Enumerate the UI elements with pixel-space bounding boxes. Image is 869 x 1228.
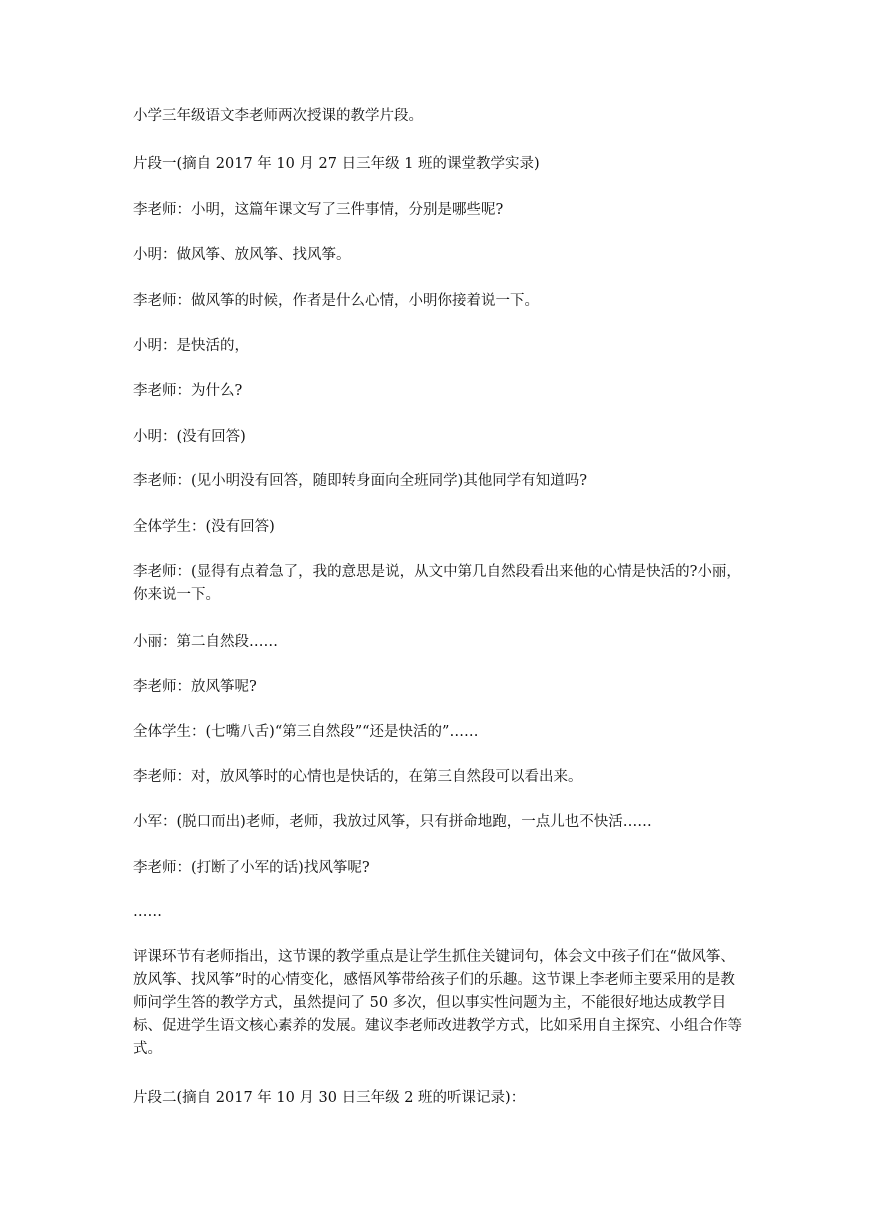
dialogue-line: 全体学生：(没有回答) <box>133 519 275 535</box>
evaluation-paragraph: 评课环节有老师指出，这节课的教学重点是让学生抓住关键词句，体会文中孩子们在“做风筝、放风筝、找风筝”时的心情变化，感悟风筝带给孩子们的乐趣。这节课上李老师主要采用的是教师问学生答的教学方式，虽然提问了 50 多次，但以事实性问题为主，不能很好地达成教学目标、促进学生语文核心素养的发展。建议李老师改进教学方式，比如采用自主探究、小组合作等式。 <box>133 949 742 1057</box>
segment-one-heading: 片段一(摘自 2017 年 10 月 27 日三年级 1 班的课堂教学实录) <box>133 156 540 172</box>
dialogue-line: 李老师：(显得有点着急了，我的意思是说，从文中第几自然段看出来他的心情是快活的?小丽，你来说一下。 <box>133 564 741 603</box>
dialogue-line: 李老师：(见小明没有回答，随即转身面向全班同学)其他同学有知道吗? <box>133 473 588 489</box>
dialogue-line: 李老师：小明，这篇年课文写了三件事情，分别是哪些呢? <box>133 202 504 218</box>
dialogue-line: 全体学生：(七嘴八舌)“第三自然段”“还是快活的”…… <box>133 724 479 740</box>
dialogue-line: 李老师：放风筝呢? <box>133 679 257 695</box>
dialogue-line: 小明：(没有回答) <box>133 429 246 445</box>
dialogue-line: 小明：做风筝、放风筝、找风筝。 <box>133 247 351 263</box>
intro-paragraph: 小学三年级语文李老师两次授课的教学片段。 <box>133 108 423 124</box>
dialogue-line: 小明：是快活的， <box>133 338 249 354</box>
dialogue-line: 李老师：为什么? <box>133 383 243 399</box>
dialogue-line: 小军：(脱口而出)老师，老师，我放过风筝，只有拼命地跑，一点儿也不快活…… <box>133 814 652 830</box>
ellipsis-line: …… <box>133 904 162 920</box>
dialogue-line: 李老师：做风筝的时候，作者是什么心情，小明你接着说一下。 <box>133 293 539 309</box>
dialogue-line: 小丽：第二自然段…… <box>133 634 278 650</box>
dialogue-line: 李老师：(打断了小军的话)找风筝呢? <box>133 860 370 876</box>
dialogue-line: 李老师：对，放风筝时的心情也是快话的，在第三自然段可以看出来。 <box>133 769 583 785</box>
segment-two-heading: 片段二(摘自 2017 年 10 月 30 日三年级 2 班的听课记录)： <box>133 1090 526 1106</box>
